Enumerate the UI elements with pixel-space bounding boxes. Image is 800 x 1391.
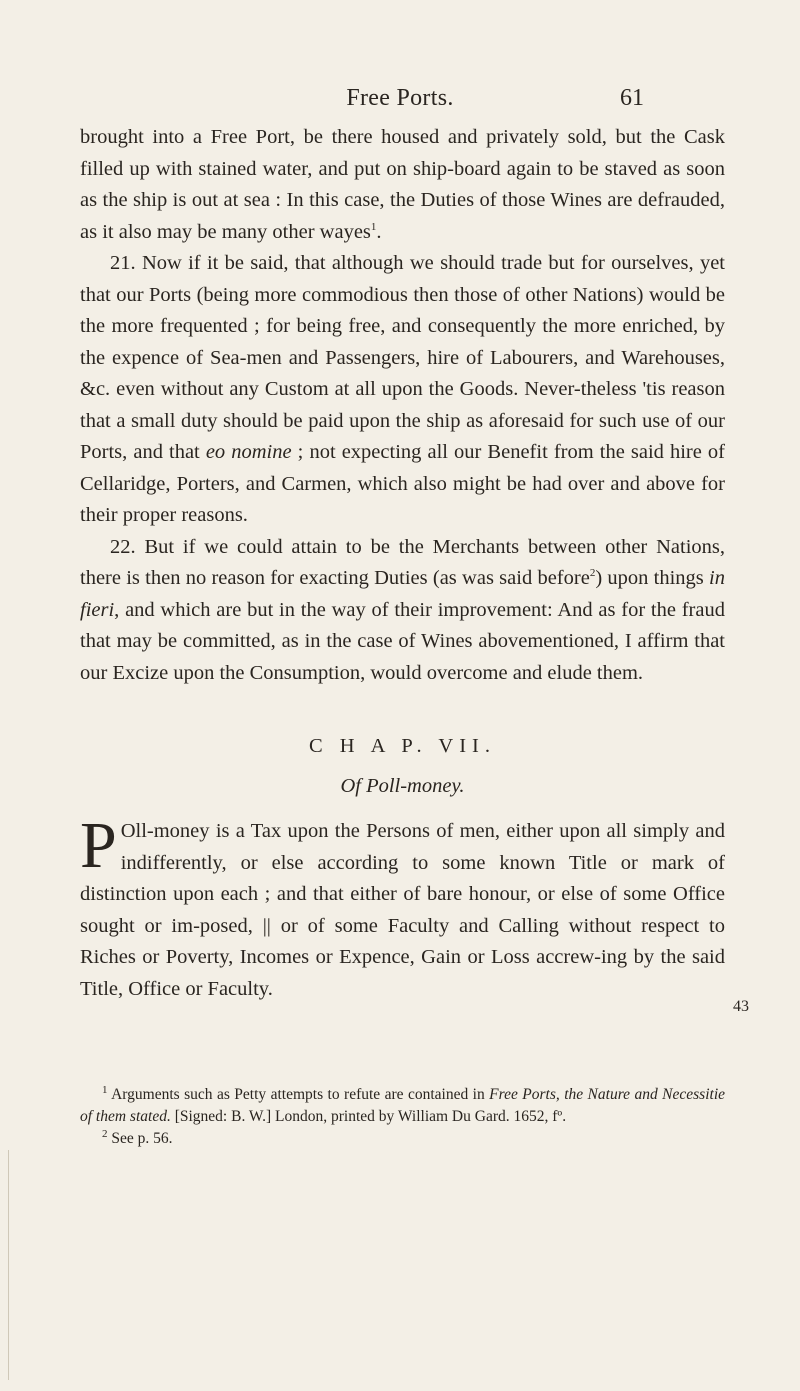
paragraph-text: ; not expecting all our Benefit from the said hire of Cellaridge, Porters, and Carmen, which also might be had over and above for their proper reasons. (80, 441, 725, 526)
paragraph-text: , and which are but in the way of their improvement: And as for the fraud that may be committed, as in the case of Wines abovementioned, I affirm that our Excize upon the Consumption, would overcome and elude them. (80, 598, 725, 684)
footnotes (80, 1084, 725, 1150)
drop-cap: P (80, 809, 117, 882)
italic-phrase: in fieri (80, 567, 725, 621)
running-header-title: Free Ports. (346, 85, 454, 111)
body-text (80, 122, 725, 1005)
paragraph-22 (80, 532, 725, 690)
paragraph-continuation (80, 122, 725, 248)
italic-phrase: Free Ports, the Nature and Necessitie of them stated. (80, 1086, 726, 1125)
footnote-2 (80, 1128, 725, 1150)
paragraph-text: . (376, 220, 382, 243)
chapter-heading: C H A P. VII. (309, 735, 496, 757)
chapter-opening-paragraph (80, 809, 725, 1005)
page-edge-shadow (8, 1150, 9, 1380)
paragraph-text: Oll-money is a Tax upon the Persons of men, either upon all simply and indifferently, or else according to some known Title or mark of distinction upon each ; and that either of bare honour, or else of some Office sought or im-posed, || or of some Faculty and Calling without respect to Riches or Poverty, Incomes or Expence, Gain or Loss accrew-ing by the said Title, Office or Faculty. (80, 820, 725, 1000)
footnote-reference[interactable]: 2 (589, 567, 596, 580)
chapter-subtitle: Of Poll-money. (340, 774, 465, 797)
margin-page-reference: 43 (733, 998, 749, 1015)
footnote-text: [Signed: B. W.] London, printed by William Du Gard. 1652, fº. (170, 1108, 567, 1125)
footnote-1 (80, 1084, 725, 1128)
paragraph-text: ) upon things (595, 567, 710, 589)
footnote-marker: 2 (102, 1127, 108, 1140)
paragraph-text: 21. Now if it be said, that although we should trade but for ourselves, yet that our Ports (being more commodious then those of other Nations) would be the more frequented ; for being free, and consequently the more enriched, by the expence of Sea-men and Passengers, hire of Labourers, and Warehouses, &c. even without any Custom at all upon the Goods. Never-theless 'tis reason that a small duty should be paid upon the ship as aforesaid for such use of our Ports, and that (80, 252, 725, 463)
footnote-reference[interactable]: 1 (370, 220, 377, 233)
paragraph-21 (80, 248, 725, 532)
paragraph-text: brought into a Free Port, be there housed and privately sold, but the Cask filled up with stained water, and put on ship-board again to be staved as soon as the ship is out at sea : In this case, the Duties of those Wines are defrauded, as it also may be many other wayes (80, 126, 725, 243)
footnote-marker: 1 (102, 1083, 108, 1096)
paragraph-text: 22. But if we could attain to be the Merchants between other Nations, there is then no reason for exacting Duties (as was said before (80, 535, 725, 589)
footnote-text: See p. 56. (107, 1130, 173, 1147)
page-number: 61 (620, 85, 644, 111)
footnote-text: Arguments such as Petty attempts to refute are contained in (107, 1086, 490, 1103)
italic-phrase: eo nomine (205, 441, 292, 463)
